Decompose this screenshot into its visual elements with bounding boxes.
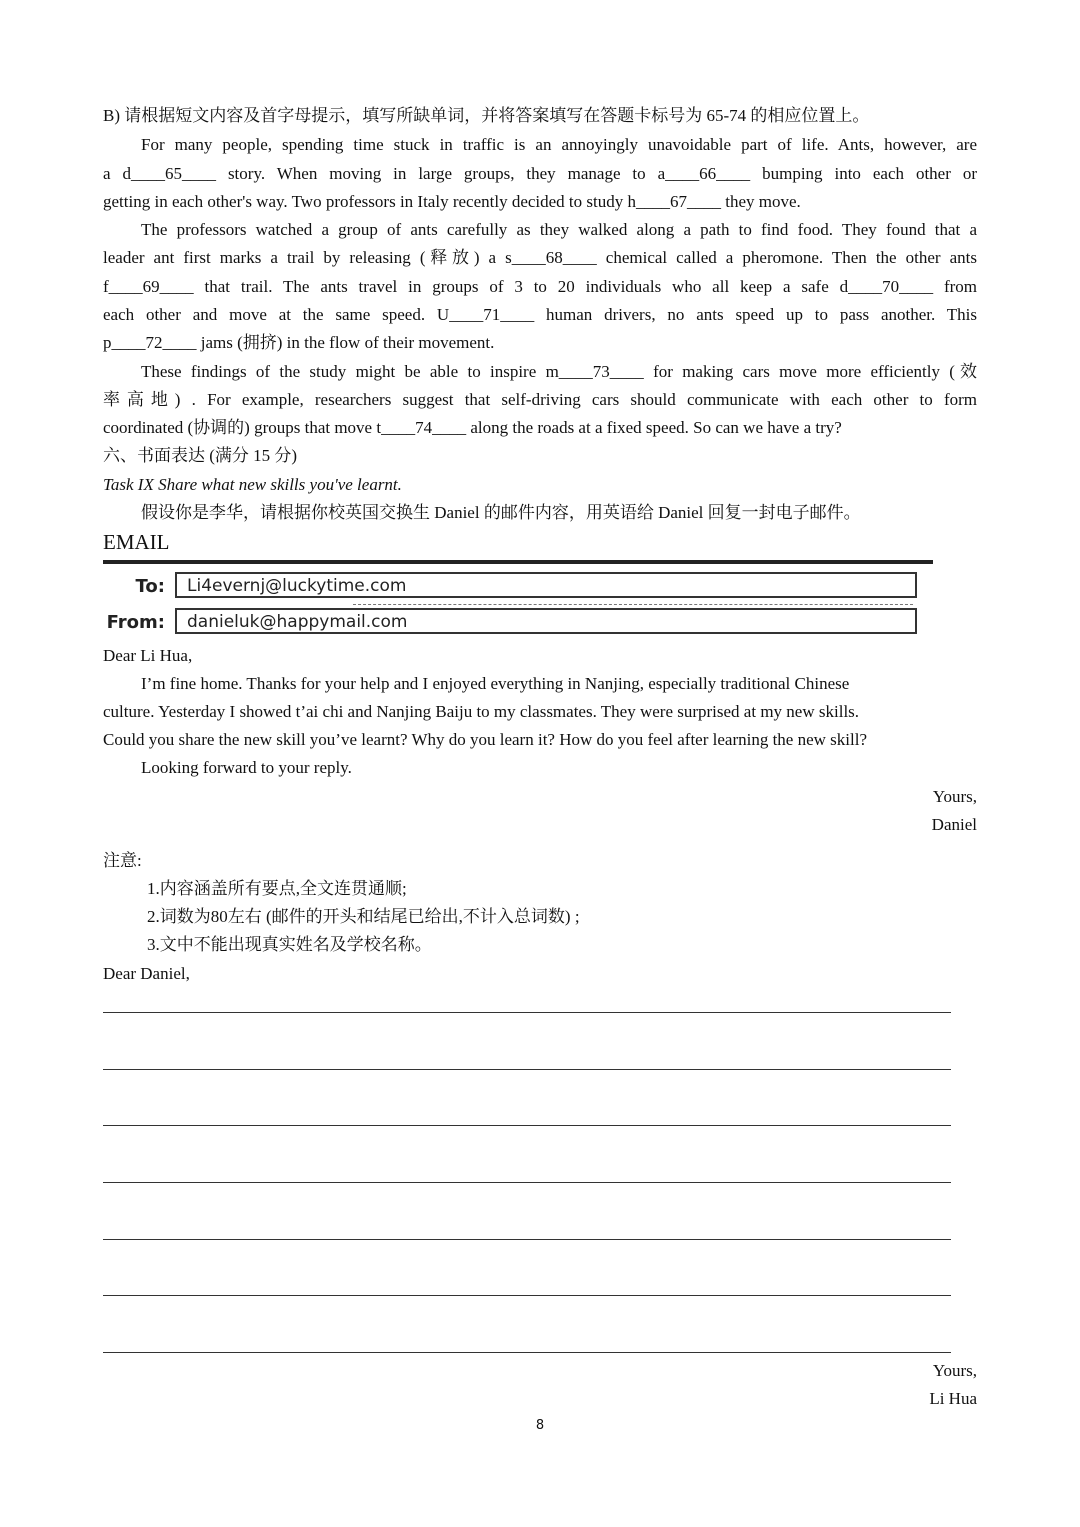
passage-line: each other and move at the same speed. U____71____ human drivers, no ants speed up to pass another. This [103, 305, 977, 324]
letter-line: Could you share the new skill you’ve learnt? Why do you learn it? How do you feel after learning the new skill? [103, 730, 867, 749]
email-from-row [103, 608, 933, 638]
section-b-heading: B) 请根据短文内容及首字母提示，填写所缺单词，并将答案填写在答题卡标号为 65-74 的相应位置上。 [103, 106, 870, 125]
writing-line[interactable] [103, 1239, 951, 1240]
passage-line: getting in each other's way. Two professors in Italy recently decided to study h____67____ they move. [103, 192, 801, 211]
note-item: 3.文中不能出现真实姓名及学校名称。 [147, 935, 432, 954]
reply-greeting: Dear Daniel, [103, 964, 190, 983]
email-divider [353, 604, 913, 605]
letter-line: I’m fine home. Thanks for your help and I enjoyed everything in Nanjing, especially traditional Chinese [141, 674, 850, 693]
letter-signature: Daniel [931, 815, 977, 834]
letter-greeting: Dear Li Hua, [103, 646, 193, 665]
letter-line: culture. Yesterday I showed t’ai chi and Nanjing Baiju to my classmates. They were surprised at my new skills. [103, 702, 860, 721]
writing-line[interactable] [103, 1012, 951, 1013]
notes-title: 注意: [103, 851, 142, 870]
email-rule [103, 560, 933, 564]
passage-line: p____72____ jams (拥挤) in the flow of their movement. [103, 333, 495, 352]
passage-line: The professors watched a group of ants carefully as they walked along a path to find food. They found that a [141, 220, 977, 239]
writing-line[interactable] [103, 1069, 951, 1070]
reply-signature: Li Hua [929, 1389, 977, 1408]
email-from-label: From: [106, 612, 165, 633]
note-item: 2.词数为80左右 (邮件的开头和结尾已给出,不计入总词数) ; [147, 907, 580, 926]
section-six-heading: 六、书面表达 (满分 15 分) [103, 446, 298, 465]
passage-line: 率高地) . For example, researchers suggest that self-driving cars should communicate with each other to form [103, 390, 977, 409]
reply-closing: Yours, [932, 1361, 977, 1380]
email-header [103, 560, 933, 640]
writing-line[interactable] [103, 1295, 951, 1296]
email-to-row [103, 572, 933, 602]
writing-line[interactable] [103, 1125, 951, 1126]
writing-line[interactable] [103, 1182, 951, 1183]
writing-line[interactable] [103, 1352, 951, 1353]
task-instruction: 假设你是李华，请根据你校英国交换生 Daniel 的邮件内容，用英语给 Daniel 回复一封电子邮件。 [141, 503, 861, 522]
passage-line: leader ant first marks a trail by releasing (释放) a s____68____ chemical called a pheromone. Then the other ants [103, 248, 977, 267]
passage-line: f____69____ that trail. The ants travel in groups of 3 to 20 individuals who all keep a safe d____70____ from [103, 277, 977, 296]
passage-line: a d____65____ story. When moving in large groups, they manage to a____66____ bumping into each other or [103, 164, 977, 183]
passage-line: For many people, spending time stuck in traffic is an annoyingly unavoidable part of life. Ants, however, are [141, 135, 977, 154]
email-from-field: danieluk@happymail.com [175, 608, 917, 634]
note-item: 1.内容涵盖所有要点,全文连贯通顺; [147, 879, 407, 898]
letter-closing: Yours, [932, 787, 977, 806]
email-to-field: Li4evernj@luckytime.com [175, 572, 917, 598]
letter-line: Looking forward to your reply. [141, 758, 352, 777]
passage-line: coordinated (协调的) groups that move t____74____ along the roads at a fixed speed. So can we have a try? [103, 418, 842, 437]
task-title: Task IX Share what new skills you've learnt. [103, 475, 402, 494]
page-number: 8 [535, 1418, 545, 1433]
email-to-label: To: [135, 576, 165, 597]
passage-line: These findings of the study might be able to inspire m____73____ for making cars move more efficiently (效 [141, 362, 977, 381]
email-heading: EMAIL [103, 530, 170, 554]
